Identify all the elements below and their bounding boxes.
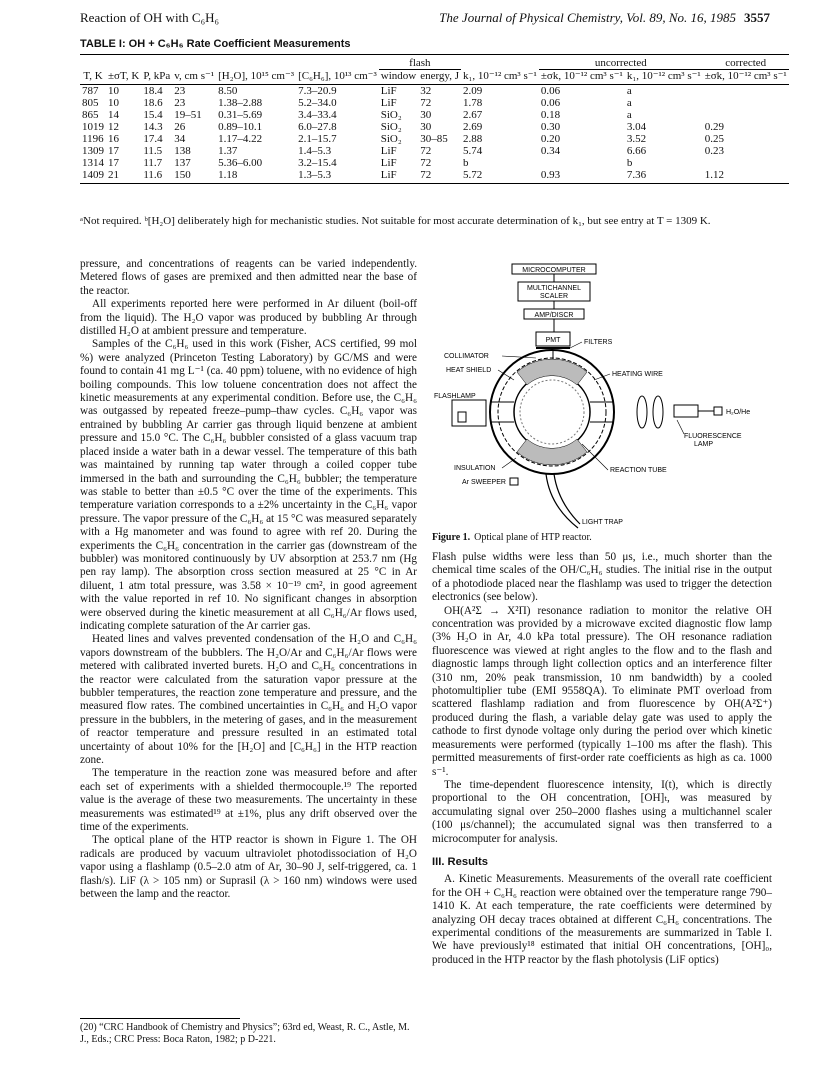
column-header: window	[379, 70, 418, 85]
table-cell: SiO₂	[380, 109, 402, 121]
table-cell: 1409	[80, 169, 106, 184]
table-cell: 7.3–20.9	[298, 85, 337, 97]
fluorescence-lamp	[674, 405, 698, 417]
label-fluorescence-1: FLUORESCENCE	[684, 433, 742, 440]
figure-1-reactor-diagram	[432, 262, 772, 542]
column-header: ±σk, 10⁻¹² cm³ s⁻¹	[539, 70, 625, 85]
table-cell: b	[626, 157, 633, 169]
table-cell	[703, 85, 789, 98]
table-row	[80, 121, 789, 133]
column-header: T, K	[80, 70, 106, 85]
table-cell: 0.20	[540, 133, 561, 145]
table-cell: 21	[106, 169, 141, 184]
table-cell: SiO₂	[380, 121, 402, 133]
table-row	[80, 97, 789, 109]
paragraph: The temperature in the reaction zone was measured before and after each set of experiments with a shielded thermocouple.¹⁹ The reported value is the average of these two measurements. The uncertainty in these measurements was estimated¹⁹ at ±1%, plus any drift observed over the time of the experiments.	[80, 767, 417, 834]
table-cell: 0.06	[540, 97, 561, 109]
table-cell: 30	[420, 109, 432, 121]
table-cell: SiO₂	[380, 133, 402, 145]
table-caption: TABLE I: OH + C₆H₆ Rate Coefficient Measurements	[80, 38, 351, 50]
table-cell: a	[626, 109, 632, 121]
running-header	[80, 10, 770, 28]
table-cell: 17.4	[143, 133, 163, 145]
paragraph: The optical plane of the HTP reactor is shown in Figure 1. The OH radicals are produced by vacuum ultraviolet photodissociation of H₂O vapor using a flashlamp (0.5–2.0 atm of Ar, 30–90 J, self-triggered, ca. 1 flash/s). LiF (λ > 105 nm) or Suprasil (λ > 160 nm) windows were used between the lamp and the reactor.	[80, 834, 417, 901]
table-cell: 12	[108, 121, 119, 133]
table-cell: 72	[420, 97, 432, 109]
table-cell: LiF	[380, 85, 397, 97]
label-insulation: INSULATION	[454, 465, 496, 472]
section-heading: III. Results	[432, 855, 488, 868]
right-column	[432, 551, 772, 967]
table-cell: 1.3–5.3	[296, 169, 379, 184]
table-cell: 23	[174, 85, 186, 97]
table-cell: 1.12	[703, 169, 789, 184]
table-cell: 11.7	[143, 157, 163, 169]
journal-citation	[439, 10, 770, 26]
table-cell: 0.23	[704, 145, 724, 157]
table-cell: 17	[108, 157, 119, 169]
table-cell: 1.78	[463, 97, 483, 109]
table-cell: 1019	[82, 121, 104, 133]
table-row	[80, 109, 789, 121]
label-microcomputer: MICROCOMPUTER	[522, 267, 586, 274]
table-cell	[703, 157, 789, 169]
table-cell: 18.6	[143, 97, 163, 109]
table-cell: 3.2–15.4	[298, 157, 337, 169]
column-header: energy, J	[418, 70, 461, 85]
table-cell: 1.4–5.3	[298, 145, 332, 157]
table-cell: 5.2–34.0	[298, 97, 337, 109]
table-cell: 0.93	[539, 169, 625, 184]
table-row	[80, 169, 789, 184]
table-row	[80, 157, 789, 169]
table-row	[80, 145, 789, 157]
table-cell: 865	[82, 109, 99, 121]
table-cell: b	[463, 157, 469, 169]
table-cell: 8.50	[218, 85, 238, 97]
flashlamp-box	[452, 400, 486, 426]
table-cell: 0.89–10.1	[218, 121, 263, 133]
figure-caption-label: Figure 1.	[432, 532, 471, 543]
table-cell: 1.17–4.22	[218, 133, 263, 145]
table-cell: 23	[174, 97, 186, 109]
table-cell: 15.4	[143, 109, 163, 121]
table-cell: 0.29	[704, 121, 724, 133]
label-amp: AMP/DISCR	[534, 312, 574, 319]
figure-caption	[432, 532, 592, 543]
left-column	[80, 258, 417, 902]
table-cell: 34	[174, 133, 186, 145]
table-cell: 5.72	[461, 169, 539, 184]
paragraph: Heated lines and valves prevented condensation of the H₂O and C₆H₆ vapors downstream of the bubblers. The H₂O/Ar and C₆H₆/Ar flows were metered with calibrated inverted burets. H₂O and C₆H₆ concentrations in the reactor were calculated from the saturation vapor pressure at the bubbler temperatures, the reaction zone temperature and pressure, and the measured flow rates. The combined uncertainties in C₆H₆ and H₂O vapor pressure in the bubblers, in the metering of gases, and in the measurement of reactor temperature and pressure resulted in an estimated total uncertainty of about 10% for the [H₂O] and [C₆H₆] in the HTP reaction zone.	[80, 633, 417, 767]
table-cell: 72	[420, 145, 432, 157]
paragraph: The time-dependent fluorescence intensity, I(t), which is directly proportional to the OH concentration, [OH]ₜ, was measured by accumulating signal over 250–2000 flashes using a multichannel scaler (100 μs/channel); the accumulated signal was then transferred to a microcomputer for analysis.	[432, 778, 772, 845]
table-cell: 1314	[82, 157, 104, 169]
table-cell: 10	[108, 85, 119, 97]
table-cell: 2.1–15.7	[298, 133, 337, 145]
table-cell: 0.06	[540, 85, 561, 97]
label-fluorescence-2: LAMP	[694, 441, 714, 448]
table-cell: 0.30	[540, 121, 561, 133]
paragraph: pressure, and concentrations of reagents can be varied independently. Metered flows of gases are premixed and then admitted near the base of the reactor.	[80, 258, 417, 297]
table-cell: 0.31–5.69	[218, 109, 263, 121]
label-mcs-2: SCALER	[539, 293, 569, 300]
table-cell: 0.18	[540, 109, 561, 121]
table-cell: 1.18	[216, 169, 296, 184]
table-cell	[539, 157, 625, 169]
group-header-flash: flash	[379, 55, 461, 70]
table-cell: LiF	[380, 157, 397, 169]
table-cell: 138	[174, 145, 191, 157]
table-cell: 6.66	[626, 145, 647, 157]
table-cell: 10	[108, 97, 119, 109]
group-header-uncorrected: uncorrected	[539, 55, 703, 70]
label-filters: FILTERS	[584, 339, 613, 346]
table-cell: 18.4	[143, 85, 163, 97]
table-cell: 16	[108, 133, 119, 145]
table-cell	[703, 109, 789, 121]
running-title: Reaction of OH with C₆H₆	[80, 10, 220, 25]
table-cell: LiF	[380, 145, 397, 157]
table-cell: 2.69	[463, 121, 483, 133]
reaction-tube	[514, 374, 590, 450]
table-cell: 3.4–33.4	[298, 109, 337, 121]
group-header-corrected: corrected	[703, 55, 789, 70]
table-cell: 5.36–6.00	[218, 157, 263, 169]
table-cell: 137	[174, 157, 191, 169]
footnote-rule	[80, 1018, 240, 1019]
table-cell: 7.36	[625, 169, 703, 184]
table-cell: 2.67	[463, 109, 483, 121]
column-header: ±σk, 10⁻¹² cm³ s⁻¹	[703, 70, 789, 85]
label-pmt: PMT	[545, 337, 561, 344]
column-header: k₁, 10⁻¹² cm³ s⁻¹	[461, 70, 539, 85]
paragraph: All experiments reported here were performed in Ar diluent (boil-off from the liquid). The H₂O vapor was produced by bubbling Ar through distilled H₂O at ambient pressure and temperature.	[80, 298, 417, 338]
table-cell: 787	[82, 85, 99, 97]
column-header: [C₆H₆], 10¹³ cm⁻³	[296, 70, 379, 85]
paragraph: Flash pulse widths were less than 50 μs, i.e., much shorter than the chemical time scales of the OH/C₆H₆ studies. The initial rise in the output of a photodiode placed near the flashlamp was used to trigger the detection electronics (see below).	[432, 551, 772, 604]
table-cell: 3.04	[626, 121, 647, 133]
table-cell: LiF	[380, 97, 397, 109]
column-header: P, kPa	[141, 70, 172, 85]
table-cell: 11.5	[143, 145, 163, 157]
rate-coefficient-table	[80, 54, 789, 184]
figure-caption-text: Optical plane of HTP reactor.	[474, 532, 592, 543]
table-cell: 17	[108, 145, 119, 157]
table-cell: 11.6	[141, 169, 172, 184]
label-heat-shield: HEAT SHIELD	[446, 367, 492, 374]
paragraph: A. Kinetic Measurements. Measurements of the overall rate coefficient for the OH + C₆H₆ reaction were obtained over the temperature range 790–1410 K. At each temperature, the rate coefficients were determined by analyzing OH decay traces obtained at different C₆H₆ concentrations. The experimental conditions of the measurements are summarized in Table I. We have previously¹⁸ estimated that initial OH concentrations, [OH]₀, produced in the HTP reactor by the flash photolysis (LiF optics)	[432, 873, 772, 966]
table-row	[80, 85, 789, 98]
table-cell: 2.09	[463, 85, 483, 97]
table-cell: 26	[174, 121, 186, 133]
table-cell: 5.74	[463, 145, 483, 157]
table-cell: 30	[420, 121, 432, 133]
paragraph: OH(A²Σ → X²Π) resonance radiation to monitor the relative OH concentration was provided by a microwave excited diagnostic flow lamp (3% H₂O in Ar, 4.0 kPa total pressure). The OH resonance radiation fluorescence was viewed at right angles to the flow and to the flash and diagnostic lamps through light collection optics and an interference filter (310 nm, 20% peak transmission, 10 nm bandwidth) by a cooled photomultiplier tube (EMI 9558QA). To eliminate PMT overload from scattered flashlamp radiation and from fluorescence by OH(A²Σ⁺) produced during the flash, a variable delay gate was used to apply the cathode to first dynode voltage only during the period over which kinetic measurements were performed (typically 1–100 ms after the flash). This permitted measurements of first-order rate coefficients as high as ca. 1000 s⁻¹.	[432, 604, 772, 778]
table-cell: a	[626, 97, 632, 109]
table-cell: 1196	[82, 133, 104, 145]
column-header: [H₂O], 10¹⁵ cm⁻³	[216, 70, 296, 85]
table-header-row	[80, 70, 789, 85]
table-cell: 3.52	[626, 133, 647, 145]
table-cell: 1.38–2.88	[218, 97, 263, 109]
table-body	[80, 85, 789, 184]
table-cell: 1.37	[218, 145, 238, 157]
reactor-schematic	[432, 262, 772, 532]
column-header: k₁, 10⁻¹² cm³ s⁻¹	[625, 70, 703, 85]
journal-name: The Journal of Physical Chemistry, Vol. 89, No. 16, 1985	[439, 10, 736, 25]
table-cell: 0.25	[704, 133, 724, 145]
table-cell	[703, 97, 789, 109]
paragraph: Samples of the C₆H₆ used in this work (Fisher, ACS certified, 99 mol %) were analyzed (Princeton Testing Laboratory) by GC/MS and were found to contain 41 mg L⁻¹ (ca. 40 ppm) toluene, with no evidence of high boiling compounds. This low toluene concentration does not affect the kinetic measurements at any experimental condition. Before use, the C₆H₆ was outgassed by repeated freeze–pump–thaw cycles. C₆H₆ vapor was entrained by bubbling Ar carrier gas through liquid benzene at ambient pressure and 15.0 °C. The C₆H₆ bubbler consisted of a glass vacuum trap placed inside a water bath in a dewar vessel. The temperature of this bath was maintained by running tap water through a coiled copper tube immersed in the bath and surrounding the C₆H₆ bubbler; the temperature was stable to better than ±0.5 °C over the time of the experiments. This temperature variation corresponds to a ±2% uncertainty in the C₆H₆ vapor pressure. The vapor pressure of the C₆H₆ at 15 °C was measured separately with a Hg manometer and was found to agree with ref 20. During the experiments the C₆H₆ concentration in the carrier gas (downstream of the bubbler) was monitored continuously by UV absorption at 253.7 nm (Hg pen ray lamp). The absorption cross section measured at 25 °C in Ar diluent, 1 atm total pressure, was 3.58 × 10⁻¹⁹ cm², in good agreement with the value reported in ref 10. No significant changes in absorption were observed during the kinetic measurement at all C₆H₆/Ar flows used, indicating complete saturation of the Ar carrier gas.	[80, 338, 417, 632]
table-cell: 2.88	[463, 133, 483, 145]
column-header: v, cm s⁻¹	[172, 70, 216, 85]
column-header: ±σT, K	[106, 70, 141, 85]
table-group-header-row	[80, 55, 789, 70]
label-reaction-tube: REACTION TUBE	[610, 467, 667, 474]
table-cell: 1309	[82, 145, 104, 157]
label-mcs-1: MULTICHANNEL	[527, 285, 581, 292]
label-collimator: COLLIMATOR	[444, 353, 489, 360]
table-cell: 150	[172, 169, 216, 184]
table-cell: 805	[82, 97, 99, 109]
label-h2o-he: H₂O/He	[726, 409, 751, 416]
table-cell: 14	[108, 109, 119, 121]
table-cell: 0.34	[540, 145, 561, 157]
label-heating-wire: HEATING WIRE	[612, 371, 663, 378]
table-cell: 6.0–27.8	[298, 121, 337, 133]
table-row	[80, 133, 789, 145]
table-cell: 14.3	[143, 121, 163, 133]
table-footnote: ᵃNot required. ᵇ[H₂O] deliberately high for mechanistic studies. Not suitable for most accurate determination of k₁, but see entry at T = 1309 K.	[80, 215, 711, 227]
table-cell: LiF	[379, 169, 418, 184]
table-cell: 30–85	[420, 133, 448, 145]
label-ar-sweeper: Ar SWEEPER	[462, 479, 506, 486]
page-number: 3557	[744, 10, 770, 25]
table-cell: a	[626, 85, 632, 97]
table-cell: 72	[420, 157, 432, 169]
reference-footnote: (20) “CRC Handbook of Chemistry and Physics”; 63rd ed, Weast, R. C., Astle, M. J., Eds.; CRC Press: Boca Raton, 1982; p D-221.	[80, 1022, 410, 1045]
table-cell: 19–51	[174, 109, 202, 121]
table-cell: 32	[420, 85, 432, 97]
label-flashlamp: FLASHLAMP	[434, 393, 476, 400]
table-cell: 72	[418, 169, 461, 184]
label-light-trap: LIGHT TRAP	[582, 519, 623, 526]
